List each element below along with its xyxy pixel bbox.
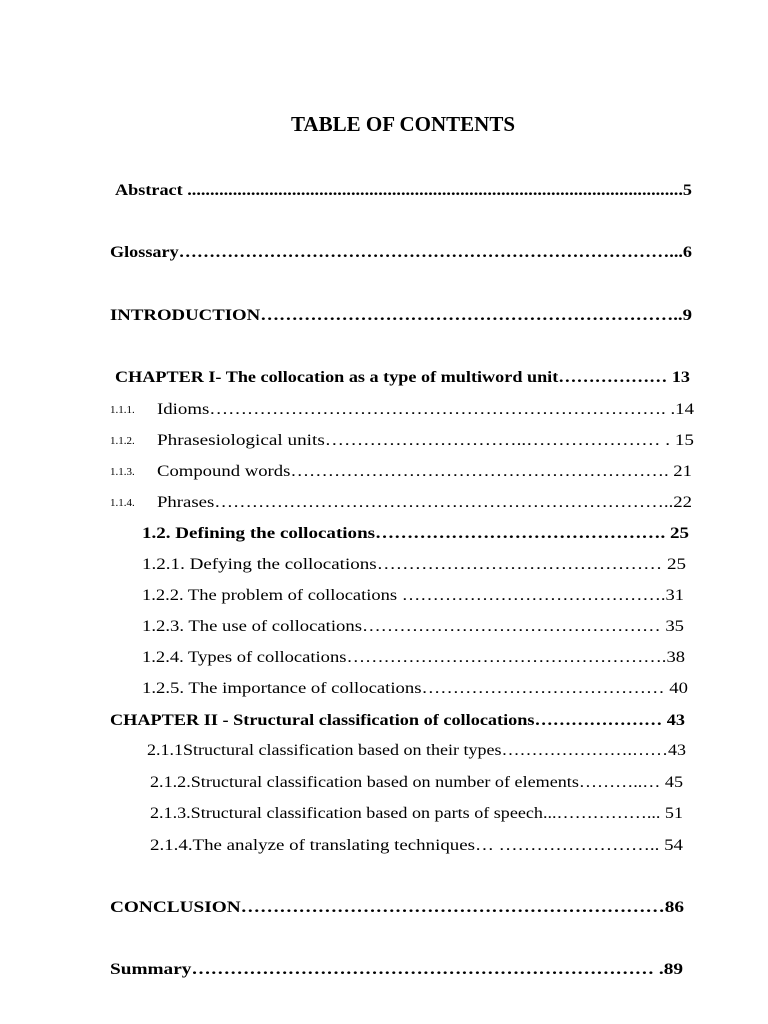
toc-entry: Compound words……………………………………………………. 21	[157, 463, 692, 480]
page-title: TABLE OF CONTENTS	[290, 112, 516, 136]
toc-entry: Abstract .............................................................................................................5	[115, 182, 692, 199]
toc-entry: 2.1.1Structural classification based on their types………………….……43	[147, 742, 686, 759]
entry-number: 1.1.2.	[110, 435, 135, 447]
toc-entry: Phrases………………………………………………………………..22	[157, 494, 692, 511]
toc-entry: 2.1.2.Structural classification based on number of elements………..… 45	[150, 774, 683, 791]
toc-entry: 1.2.4. Types of collocations…………………………………………….38	[142, 649, 685, 666]
toc-entry: 1.2. Defining the collocations………………………………………. 25	[142, 525, 689, 542]
toc-entry: CONCLUSION…………………………………………………………86	[110, 899, 684, 916]
entry-number: 1.1.1.	[110, 404, 135, 416]
toc-entry: Phrasesiological units…………………………..………………… . 15	[157, 432, 694, 449]
toc-entry: CHAPTER I- The collocation as a type of multiword unit……………… 13	[115, 369, 690, 386]
toc-entry: 2.1.3.Structural classification based on parts of speech...……………... 51	[150, 805, 683, 822]
entry-number: 1.1.4.	[110, 497, 135, 509]
toc-entry: 1.2.1. Defying the collocations……………………………………… 25	[142, 556, 686, 573]
toc-entry: CHAPTER II - Structural classification of collocations………………… 43	[110, 712, 685, 729]
entry-number: 1.1.3.	[110, 466, 135, 478]
toc-entry: 1.2.2. The problem of collocations …………………………………….31	[142, 587, 684, 604]
toc-entry: Idioms………………………………………………………………. .14	[157, 401, 694, 418]
toc-entry: 2.1.4.The analyze of translating techniques… …………………….. 54	[150, 837, 683, 854]
toc-entry: Summary……………………………………………………………… .89	[110, 961, 683, 978]
toc-entry: INTRODUCTION…………………………………………………………..9	[110, 307, 692, 324]
toc-entry: Glossary………………………………………………………………………...6	[110, 244, 692, 261]
toc-entry: 1.2.3. The use of collocations………………………………………… 35	[142, 618, 684, 635]
toc-entry: 1.2.5. The importance of collocations………………………………… 40	[142, 680, 688, 697]
